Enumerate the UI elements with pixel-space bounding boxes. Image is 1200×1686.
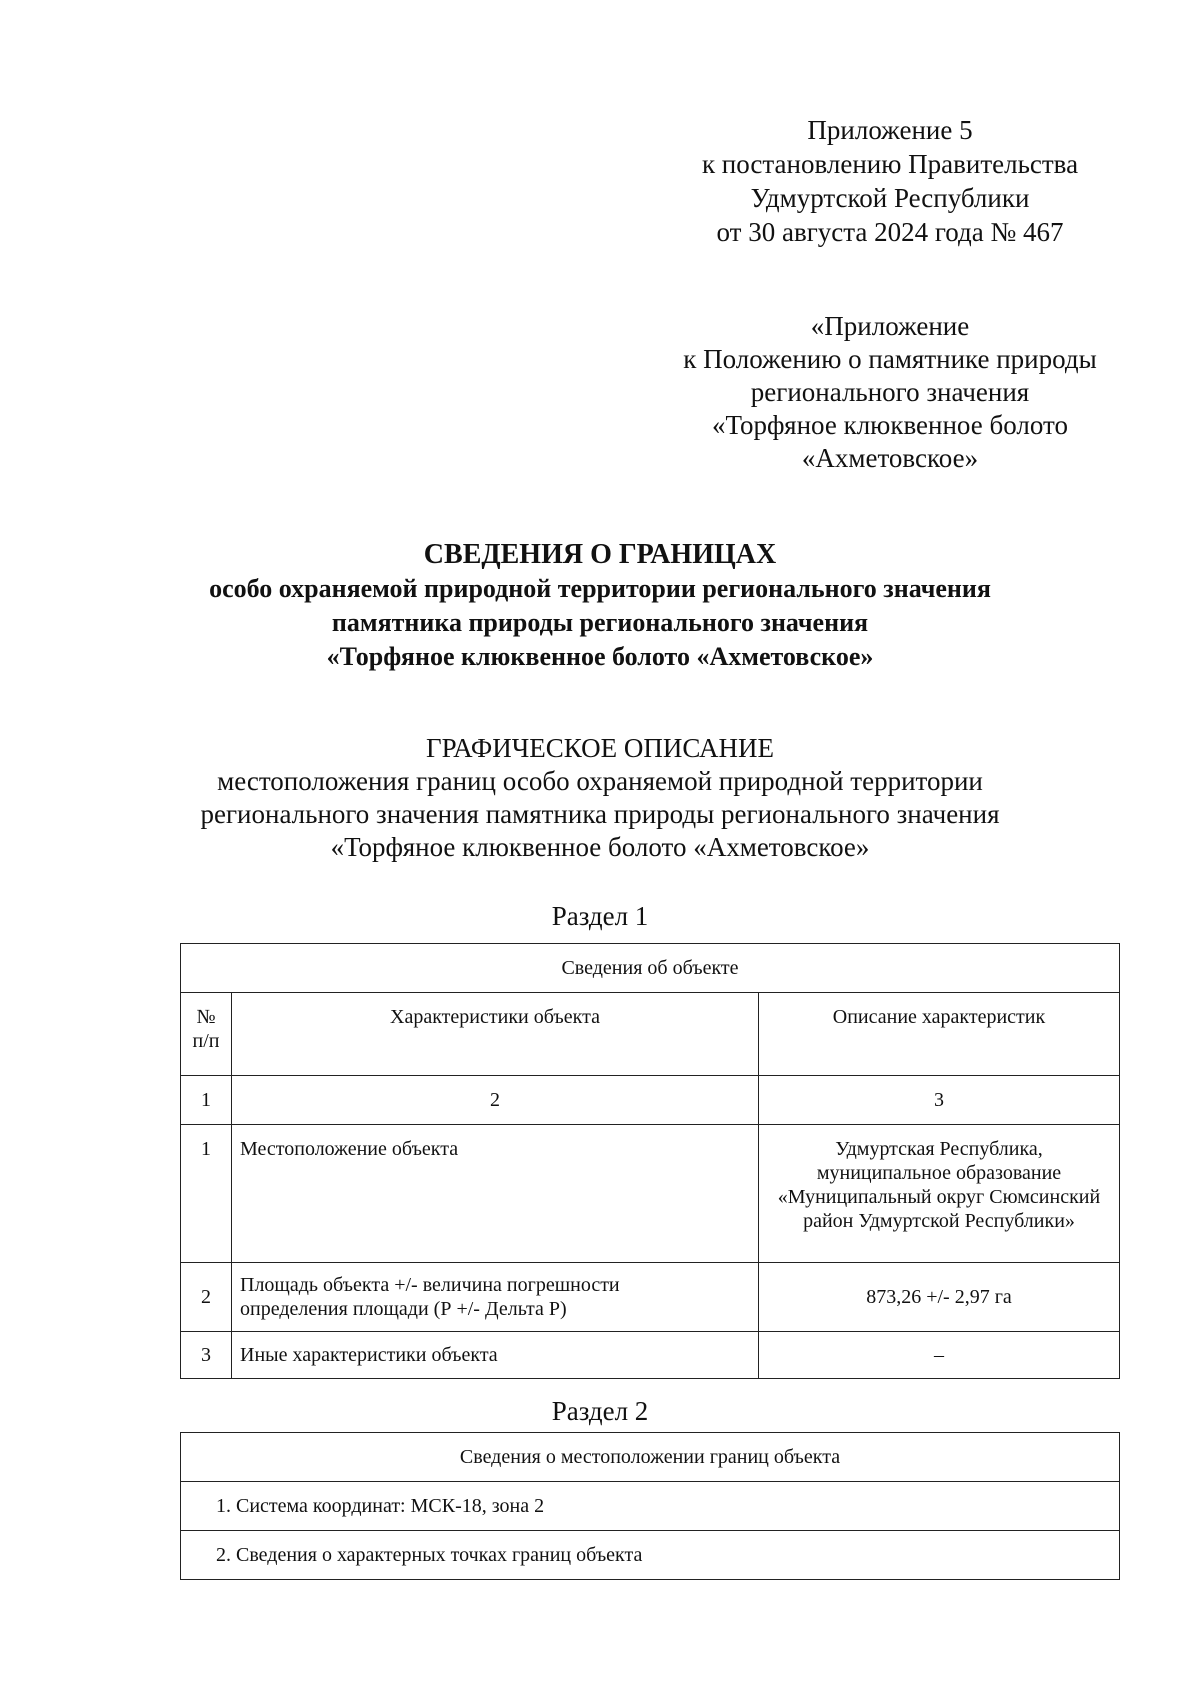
section2-heading: Раздел 2 [551, 1396, 649, 1426]
section1-heading: Раздел 1 [551, 901, 649, 931]
table-row [181, 1531, 1120, 1580]
title-line: «Торфяное клюквенное болото «Ахметовское» [326, 642, 874, 671]
graphic-description-line: «Торфяное клюквенное болото «Ахметовское» [330, 832, 870, 862]
table-row [181, 1482, 1120, 1531]
row-description: – [759, 1332, 1120, 1379]
description-line: район Удмуртской Республики» [803, 1210, 1075, 1232]
description-line: муниципальное образование [816, 1162, 1062, 1184]
column-number: 1 [181, 1076, 232, 1125]
row-characteristic [232, 1263, 759, 1332]
header-num [181, 993, 232, 1076]
row-characteristic: Иные характеристики объекта [232, 1332, 759, 1379]
row-description: 873,26 +/- 2,97 га [759, 1263, 1120, 1332]
graphic-description-line: местоположения границ особо охраняемой природной территории [217, 766, 983, 796]
object-info-table [180, 943, 1120, 1379]
row-number: 2 [181, 1263, 232, 1332]
quoted-appendix-line: «Торфяное клюквенное болото [712, 410, 1068, 440]
quoted-appendix-header [655, 310, 1125, 475]
appendix-line: от 30 августа 2024 года № 467 [716, 217, 1064, 247]
appendix-line: Приложение 5 [807, 115, 973, 145]
table-caption: Сведения о местоположении границ объекта [181, 1433, 1120, 1482]
appendix-header [680, 113, 1100, 249]
table-row [181, 1125, 1120, 1263]
title-line: особо охраняемой природной территории регионального значения [209, 574, 991, 603]
list-item: 1. Система координат: МСК-18, зона 2 [181, 1482, 1120, 1531]
title-line: СВЕДЕНИЯ О ГРАНИЦАХ [423, 539, 777, 570]
header-num-line1: № [196, 1006, 216, 1028]
quoted-appendix-line: «Ахметовское» [801, 443, 979, 473]
characteristic-line: определения площади (Р +/- Дельта Р) [240, 1298, 567, 1320]
table-row [181, 1332, 1120, 1379]
table-row [181, 1263, 1120, 1332]
row-number: 1 [181, 1125, 232, 1263]
appendix-line: Удмуртской Республики [750, 183, 1030, 213]
row-description [759, 1125, 1120, 1263]
quoted-appendix-line: «Приложение [810, 311, 970, 341]
header-num-line2: п/п [192, 1030, 220, 1052]
appendix-line: к постановлению Правительства [701, 149, 1079, 179]
column-number: 2 [232, 1076, 759, 1125]
row-characteristic: Местоположение объекта [232, 1125, 759, 1263]
header-description: Описание характеристик [759, 993, 1120, 1076]
header-characteristics: Характеристики объекта [232, 993, 759, 1076]
title-line: памятника природы регионального значения [331, 608, 869, 637]
row-number: 3 [181, 1332, 232, 1379]
description-line: «Муниципальный округ Сюмсинский [777, 1186, 1101, 1208]
quoted-appendix-line: к Положению о памятнике природы [683, 344, 1097, 374]
graphic-description-heading [100, 732, 1100, 864]
graphic-description-line: регионального значения памятника природы регионального значения [200, 799, 1000, 829]
quoted-appendix-line: регионального значения [750, 377, 1030, 407]
table-caption: Сведения об объекте [181, 944, 1120, 993]
boundary-info-table [180, 1432, 1120, 1580]
graphic-description-line: ГРАФИЧЕСКОЕ ОПИСАНИЕ [425, 733, 775, 763]
characteristic-line: Площадь объекта +/- величина погрешности [240, 1274, 620, 1296]
list-item: 2. Сведения о характерных точках границ объекта [181, 1531, 1120, 1580]
document-title [100, 538, 1100, 674]
column-number: 3 [759, 1076, 1120, 1125]
description-line: Удмуртская Республика, [835, 1138, 1043, 1160]
